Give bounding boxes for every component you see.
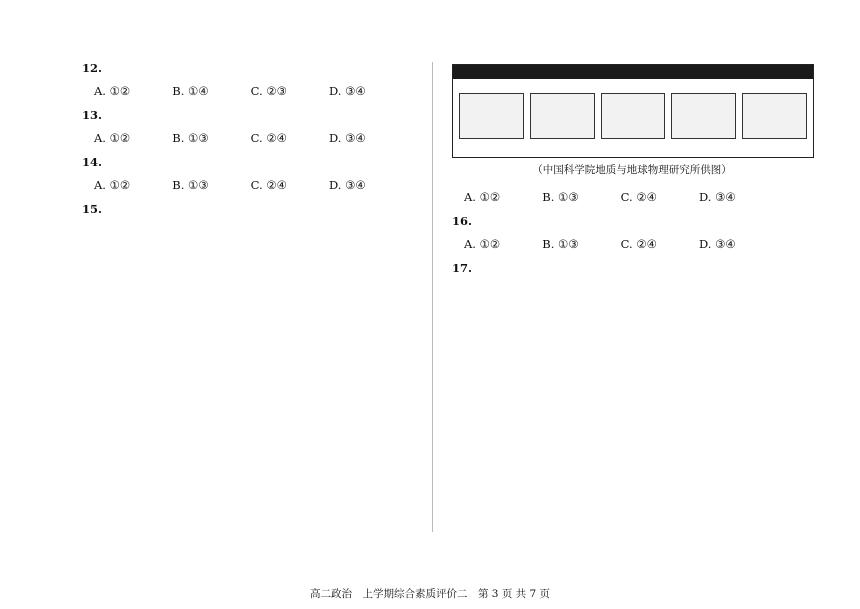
choice-d[interactable]: D. ③④ [328,130,366,145]
figure-panel [601,93,666,139]
right-column [452,58,812,281]
choice-c[interactable]: C. ②④ [250,177,287,192]
choice-a[interactable]: A. ①② [94,83,131,98]
column-divider [432,62,433,532]
question-number: 16. [452,214,473,228]
historical-figure [452,64,814,158]
figure-panel [530,93,595,139]
question-14-choices [94,175,442,196]
figure-panels [459,93,807,139]
question-14 [82,152,442,173]
choice-c[interactable]: C. ②④ [620,189,657,204]
figure-panel [742,93,807,139]
question-15 [82,199,442,220]
question-number: 14. [82,155,103,169]
question-16 [452,211,812,232]
choice-d[interactable]: D. ③④ [698,189,736,204]
choice-b[interactable]: B. ①④ [172,83,209,98]
choice-a[interactable]: A. ①② [94,130,131,145]
choice-b[interactable]: B. ①③ [542,236,579,251]
choice-b[interactable]: B. ①③ [172,177,209,192]
figure-caption: （中国科学院地质与地球物理研究所供图） [532,164,732,176]
question-number: 15. [82,202,103,216]
choice-c[interactable]: C. ②④ [620,236,657,251]
left-column [82,58,442,222]
choice-a[interactable]: A. ①② [464,236,501,251]
page-footer: 高二政治 上学期综合素质评价二 第 3 页 共 7 页 [309,588,551,600]
choice-a[interactable]: A. ①② [464,189,501,204]
question-15-choices [464,187,812,208]
figure-timeline-bar [453,65,813,79]
question-number: 13. [82,108,103,122]
choice-c[interactable]: C. ②④ [250,130,287,145]
question-16-choices [464,234,812,255]
choice-d[interactable]: D. ③④ [328,177,366,192]
choice-b[interactable]: B. ①③ [542,189,579,204]
question-17 [452,258,812,279]
figure-panel [671,93,736,139]
choice-d[interactable]: D. ③④ [328,83,366,98]
question-13 [82,105,442,126]
figure-panel [459,93,524,139]
question-12-choices [94,81,442,102]
question-13-choices [94,128,442,149]
choice-c[interactable]: C. ②③ [250,83,287,98]
question-number: 17. [452,261,473,275]
question-number: 12. [82,61,103,75]
choice-d[interactable]: D. ③④ [698,236,736,251]
choice-b[interactable]: B. ①③ [172,130,209,145]
choice-a[interactable]: A. ①② [94,177,131,192]
question-12 [82,58,442,79]
